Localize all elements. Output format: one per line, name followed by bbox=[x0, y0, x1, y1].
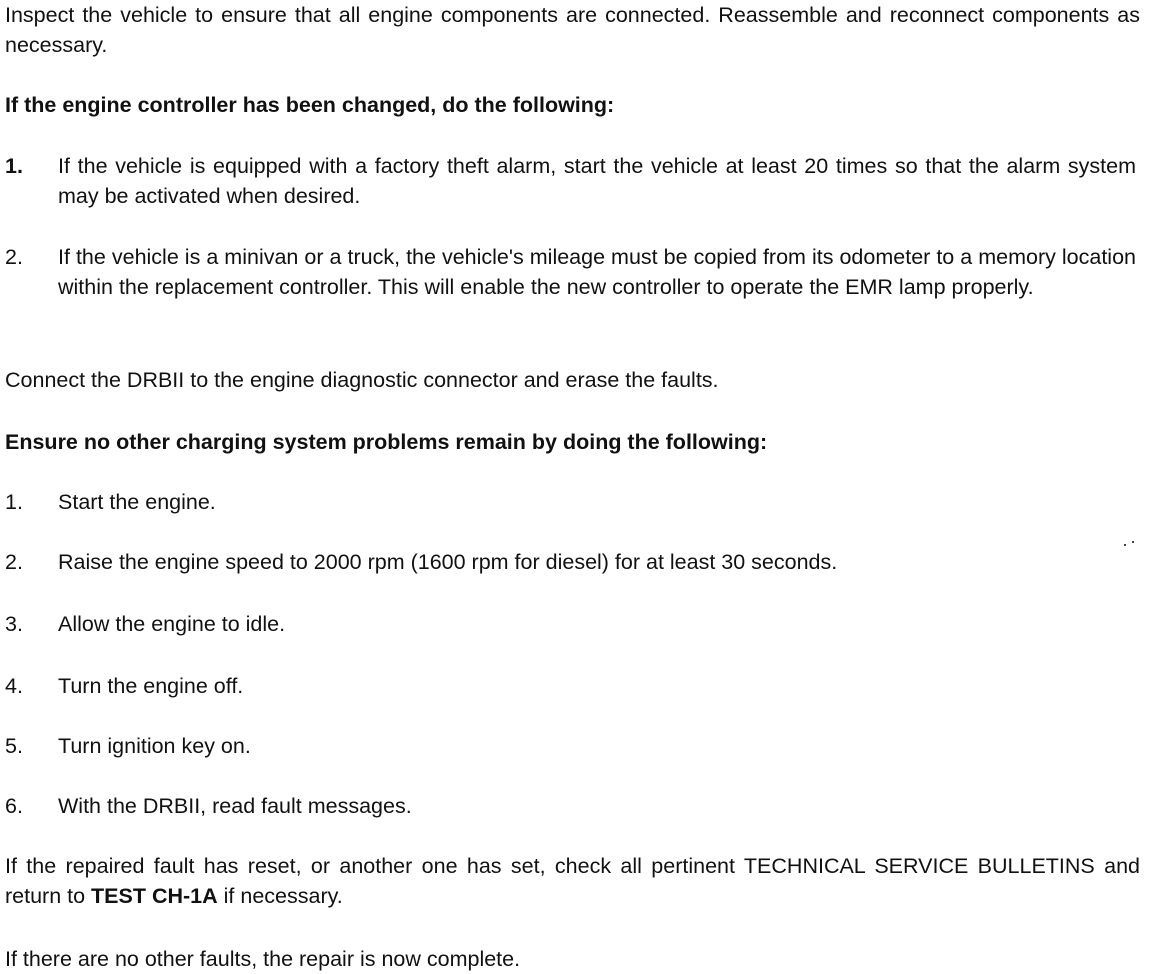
final-paragraph: If there are no other faults, the repair is now complete. bbox=[5, 947, 521, 971]
list-item-text: With the DRBII, read fault messages. bbox=[58, 794, 412, 818]
list-item-text: If the vehicle is a minivan or a truck, the vehicle's mileage must be copied from its odometer to a memory location within the replacement controller. This will enable the new controller to operate the EMR lamp properly. bbox=[58, 245, 1136, 299]
repaired-text-start: If the repaired fault has reset, or another one has set, check all pertinent TECHNICAL SERVICE BULLETINS and return to bbox=[5, 854, 1140, 908]
list-item-number: 2. bbox=[5, 550, 23, 574]
list-item-text: Allow the engine to idle. bbox=[58, 612, 286, 636]
list-item-text: Raise the engine speed to 2000 rpm (1600 rpm for diesel) for at least 30 seconds. bbox=[58, 550, 838, 574]
repaired-paragraph bbox=[5, 851, 1140, 911]
list-item-text: Turn ignition key on. bbox=[58, 734, 251, 758]
test-reference: TEST CH-1A bbox=[91, 884, 218, 908]
intro-paragraph: Inspect the vehicle to ensure that all engine components are connected. Reassemble and reconnect components as necessary. bbox=[5, 3, 1140, 57]
list-item-number: 2. bbox=[5, 245, 23, 269]
ensure-heading: Ensure no other charging system problems remain by doing the following: bbox=[5, 430, 768, 454]
repaired-text-end: if necessary. bbox=[217, 884, 343, 908]
connect-paragraph: Connect the DRBII to the engine diagnostic connector and erase the faults. bbox=[5, 368, 719, 392]
list-item-number: 1. bbox=[5, 490, 23, 514]
list-item-number: 1. bbox=[5, 154, 23, 178]
list-item-number: 6. bbox=[5, 794, 23, 818]
list-item-number: 4. bbox=[5, 674, 23, 698]
list-item-text: Start the engine. bbox=[58, 490, 216, 514]
list-item-text: Turn the engine off. bbox=[58, 674, 244, 698]
list-item-number: 3. bbox=[5, 612, 23, 636]
list-item-text: If the vehicle is equipped with a factory theft alarm, start the vehicle at least 20 times so that the alarm system may be activated when desired. bbox=[58, 154, 1136, 208]
controller-heading: If the engine controller has been changed, do the following: bbox=[5, 93, 615, 117]
scan-speck bbox=[1132, 541, 1134, 543]
scan-speck bbox=[1124, 544, 1126, 546]
list-item-number: 5. bbox=[5, 734, 23, 758]
